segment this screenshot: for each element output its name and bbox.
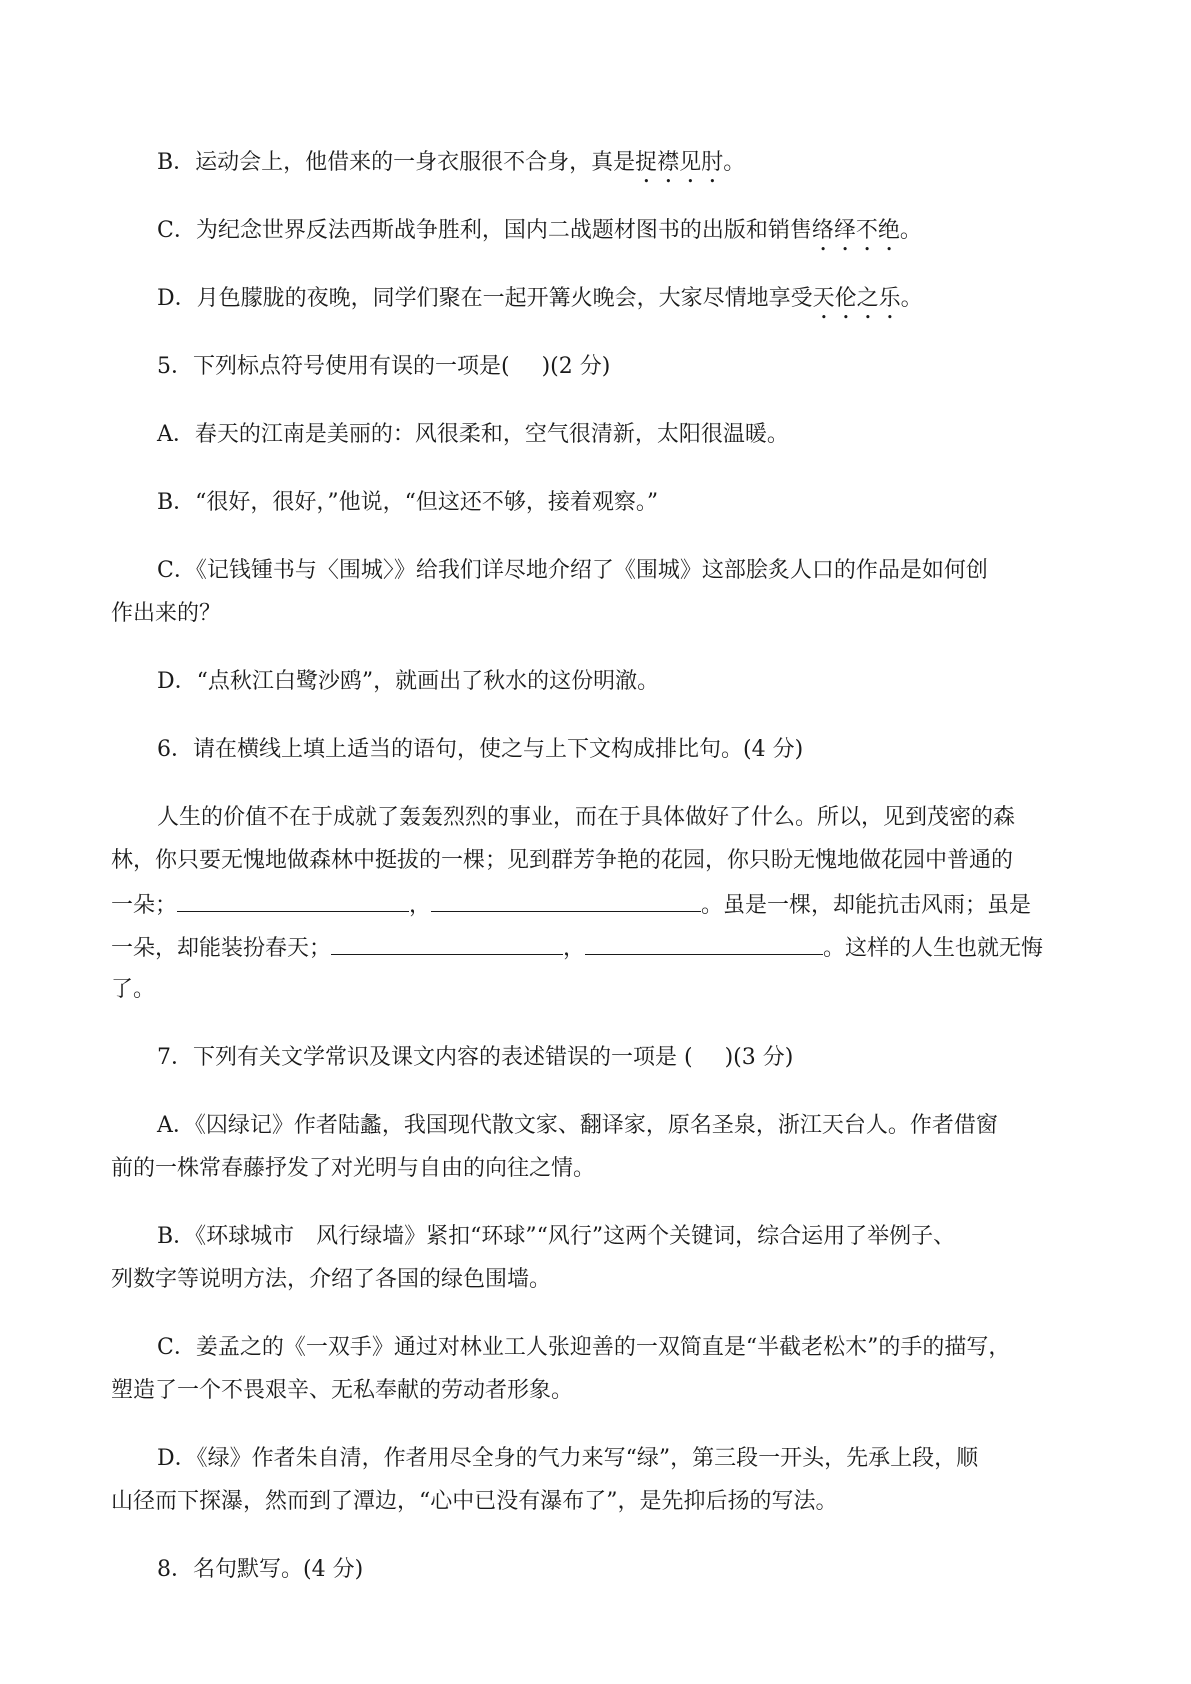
q6-blank-3[interactable]	[331, 932, 563, 955]
q5-stem-text: 5．下列标点符号使用有误的一项是(	[157, 354, 510, 379]
q4-option-d	[157, 284, 923, 324]
q6-line4-comma: ，	[563, 936, 586, 961]
q5-option-a: A．春天的江南是美丽的：风很柔和，空气很清新，太阳很温暖。	[157, 422, 789, 447]
q6-line4-start: 一朵，却能装扮春天；	[111, 936, 332, 961]
q7-stem	[157, 1043, 793, 1073]
q7-option-c-line1: C．姜孟之的《一双手》通过对林业工人张迎善的一双简直是“半截老松木”的手的描写，	[157, 1335, 1011, 1360]
q4-option-b-end: 。	[723, 150, 746, 175]
q5-option-d: D．“点秋江白鹭沙鸥”，就画出了秋水的这份明澈。	[157, 669, 660, 694]
q7-stem-text: 7．下列有关文学常识及课文内容的表述错误的一项是 (	[157, 1045, 693, 1070]
q4-option-c-end: 。	[899, 218, 922, 243]
q8-stem: 8．名句默写。(4 分)	[157, 1557, 364, 1582]
q4-option-c	[157, 216, 922, 256]
q4-option-d-end: 。	[900, 286, 923, 311]
q5-option-c-line1: C．《记钱锺书与〈围城〉》给我们详尽地介绍了《围城》这部脍炙人口的作品是如何创	[157, 558, 988, 583]
q6-line4-end: 。这样的人生也就无悔	[823, 936, 1044, 961]
q6-blank-2[interactable]	[431, 889, 701, 912]
q7-option-a-line1: A．《囚绿记》作者陆蠡，我国现代散文家、翻译家，原名圣泉，浙江天台人。作者借窗	[157, 1113, 998, 1138]
q4-option-b-text: B．运动会上，他借来的一身衣服很不合身，真是	[157, 150, 636, 175]
q4-option-b-emphasis: 捉襟见肘	[635, 150, 724, 175]
q5-points: )(2 分)	[541, 354, 611, 379]
q7-option-d-line1: D．《绿》作者朱自清，作者用尽全身的气力来写“绿”，第三段一开头，先承上段，顺	[157, 1446, 979, 1471]
q5-option-c-line2: 作出来的？	[111, 601, 222, 626]
q4-option-c-emphasis: 络绎不绝	[811, 218, 900, 243]
q5-option-b: B．“很好，很好，”他说，“但这还不够，接着观察。”	[157, 490, 659, 515]
q7-option-d-line2: 山径而下探瀑，然而到了潭边，“心中已没有瀑布了”，是先抑后扬的写法。	[111, 1489, 838, 1514]
q6-line3-comma: ，	[409, 893, 432, 918]
q6-paragraph-line4	[111, 932, 1043, 964]
q6-blank-1[interactable]	[177, 889, 409, 912]
q6-stem: 6．请在横线上填上适当的语句，使之与上下文构成排比句。(4 分)	[157, 737, 804, 762]
q6-blank-4[interactable]	[585, 932, 823, 955]
q6-paragraph-line2: 林，你只要无愧地做森林中挺拔的一棵；见到群芳争艳的花园，你只盼无愧地做花园中普通的	[111, 848, 1014, 873]
q6-paragraph-line1: 人生的价值不在于成就了轰轰烈烈的事业，而在于具体做好了什么。所以，见到茂密的森	[157, 805, 1016, 830]
q6-line3-end: 。虽是一棵，却能抗击风雨；虽是	[701, 893, 1032, 918]
q4-option-b	[157, 148, 745, 188]
q6-line3-start: 一朵；	[111, 893, 178, 918]
q4-option-c-text: C．为纪念世界反法西斯战争胜利，国内二战题材图书的出版和销售	[157, 218, 812, 243]
q7-option-b-line1: B．《环球城市 风行绿墙》紧扣“环球”“风行”这两个关键词，综合运用了举例子、	[157, 1224, 956, 1249]
q7-points: )(3 分)	[724, 1045, 794, 1070]
q7-option-a-line2: 前的一株常春藤抒发了对光明与自由的向往之情。	[111, 1156, 596, 1181]
q7-option-c-line2: 塑造了一个不畏艰辛、无私奉献的劳动者形象。	[111, 1378, 574, 1403]
q6-paragraph-line5: 了。	[111, 977, 156, 1002]
q6-paragraph-line3	[111, 889, 1031, 921]
q4-option-d-emphasis: 天伦之乐	[812, 286, 901, 311]
q5-stem	[157, 352, 610, 382]
q7-option-b-line2: 列数字等说明方法，介绍了各国的绿色围墙。	[111, 1267, 552, 1292]
q4-option-d-text: D．月色朦胧的夜晚，同学们聚在一起开篝火晚会，大家尽情地享受	[157, 286, 813, 311]
